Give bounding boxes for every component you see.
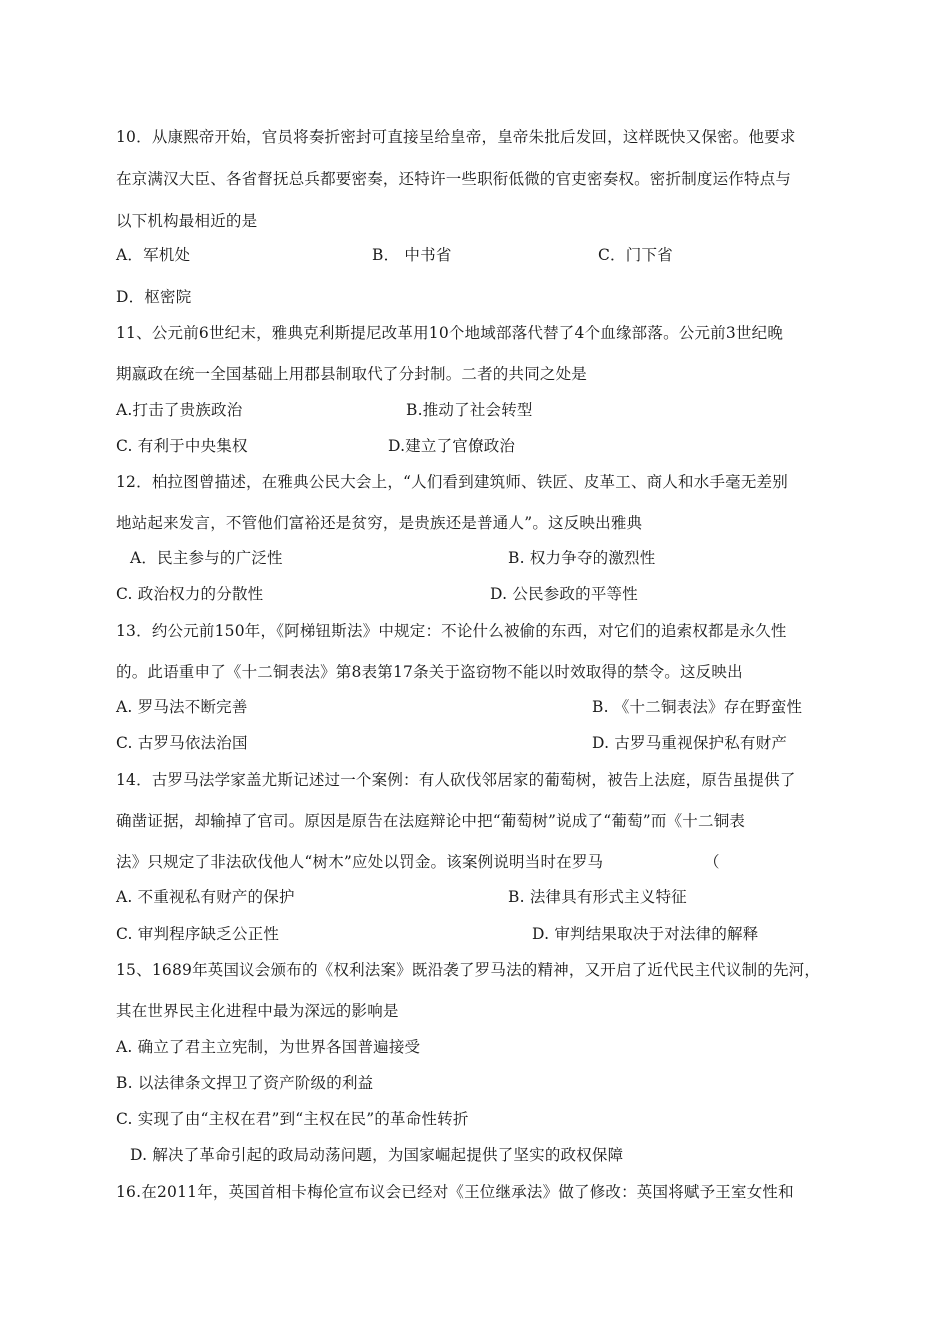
q12-option-a: A．民主参与的广泛性 [130, 549, 283, 567]
q12-option-c: C. 政治权力的分散性 [116, 585, 264, 603]
q15-option-c: C. 实现了由“主权在君”到“主权在民”的革命性转折 [116, 1110, 469, 1128]
q14-option-b: B. 法律具有形式主义特征 [508, 888, 687, 906]
q12-option-d: D. 公民参政的平等性 [490, 585, 638, 603]
q10-stem-line-1: 10．从康熙帝开始，官员将奏折密封可直接呈给皇帝，皇帝朱批后发回，这样既快又保密。他要求 [116, 128, 796, 146]
q10-option-a: A．军机处 [116, 246, 191, 264]
q11-stem-line-2: 期嬴政在统一全国基础上用郡县制取代了分封制。二者的共同之处是 [116, 365, 588, 383]
q13-stem-line-1: 13．约公元前150年，《阿梯钮斯法》中规定：不论什么被偷的东西，对它们的追索权都是永久性 [116, 622, 787, 640]
q13-stem-line-2: 的。此语重申了《十二铜表法》第8表第17条关于盗窃物不能以时效取得的禁令。这反映出 [116, 663, 743, 681]
q10-stem-line-2: 在京满汉大臣、各省督抚总兵都要密奏，还特许一些职衔低微的官吏密奏权。密折制度运作特点与 [116, 170, 792, 188]
q10-stem-line-3: 以下机构最相近的是 [116, 212, 258, 230]
q13-option-c: C. 古罗马依法治国 [116, 734, 248, 752]
q14-option-d: D. 审判结果取决于对法律的解释 [532, 925, 759, 943]
q12-stem-line-1: 12．柏拉图曾描述，在雅典公民大会上，“人们看到建筑师、铁匠、皮革工、商人和水手毫无差别 [116, 473, 788, 491]
q11-stem-line-1: 11、公元前6世纪末，雅典克利斯提尼改革用10个地域部落代替了4个血缘部落。公元前3世纪晚 [116, 324, 784, 342]
q14-option-a: A. 不重视私有财产的保护 [116, 888, 295, 906]
q16-stem-line-1: 16.在2011年，英国首相卡梅伦宣布议会已经对《王位继承法》做了修改：英国将赋予王室女性和 [116, 1183, 794, 1201]
q11-option-a: A.打击了贵族政治 [116, 401, 243, 419]
q12-stem-line-2: 地站起来发言，不管他们富裕还是贫穷，是贵族还是普通人”。这反映出雅典 [116, 514, 643, 532]
q15-option-b: B. 以法律条文捍卫了资产阶级的利益 [116, 1074, 374, 1092]
q13-option-d: D. 古罗马重视保护私有财产 [592, 734, 788, 752]
q11-option-c: C. 有利于中央集权 [116, 437, 248, 455]
q14-stem-line-1: 14．古罗马法学家盖尤斯记述过一个案例：有人砍伐邻居家的葡萄树，被告上法庭，原告虽提供了 [116, 771, 796, 789]
q12-option-b: B. 权力争夺的激烈性 [508, 549, 656, 567]
q14-stem-line-3: 法》只规定了非法砍伐他人“树木”应处以罚金。该案例说明当时在罗马 [116, 853, 604, 871]
q15-option-d: D. 解决了革命引起的政局动荡问题，为国家崛起提供了坚实的政权保障 [130, 1146, 624, 1164]
q10-option-d: D．枢密院 [116, 288, 192, 306]
q13-option-a: A. 罗马法不断完善 [116, 698, 248, 716]
q15-stem-line-2: 其在世界民主化进程中最为深远的影响是 [116, 1002, 399, 1020]
q14-stem-line-2: 确凿证据，却输掉了官司。原因是原告在法庭辩论中把“葡萄树”说成了“葡萄”而《十二铜表 [116, 812, 746, 830]
q15-option-a: A. 确立了君主立宪制，为世界各国普遍接受 [116, 1038, 421, 1056]
q11-option-d: D.建立了官僚政治 [388, 437, 516, 455]
q10-option-b: B． 中书省 [372, 246, 452, 264]
q10-option-c: C．门下省 [598, 246, 673, 264]
q14-answer-paren: （ [704, 853, 720, 871]
q13-option-b: B. 《十二铜表法》存在野蛮性 [592, 698, 803, 716]
q14-option-c: C. 审判程序缺乏公正性 [116, 925, 280, 943]
q11-option-b: B.推动了社会转型 [406, 401, 533, 419]
q15-stem-line-1: 15、1689年英国议会颁布的《权利法案》既沿袭了罗马法的精神，又开启了近代民主代议制的先河， [116, 961, 821, 979]
